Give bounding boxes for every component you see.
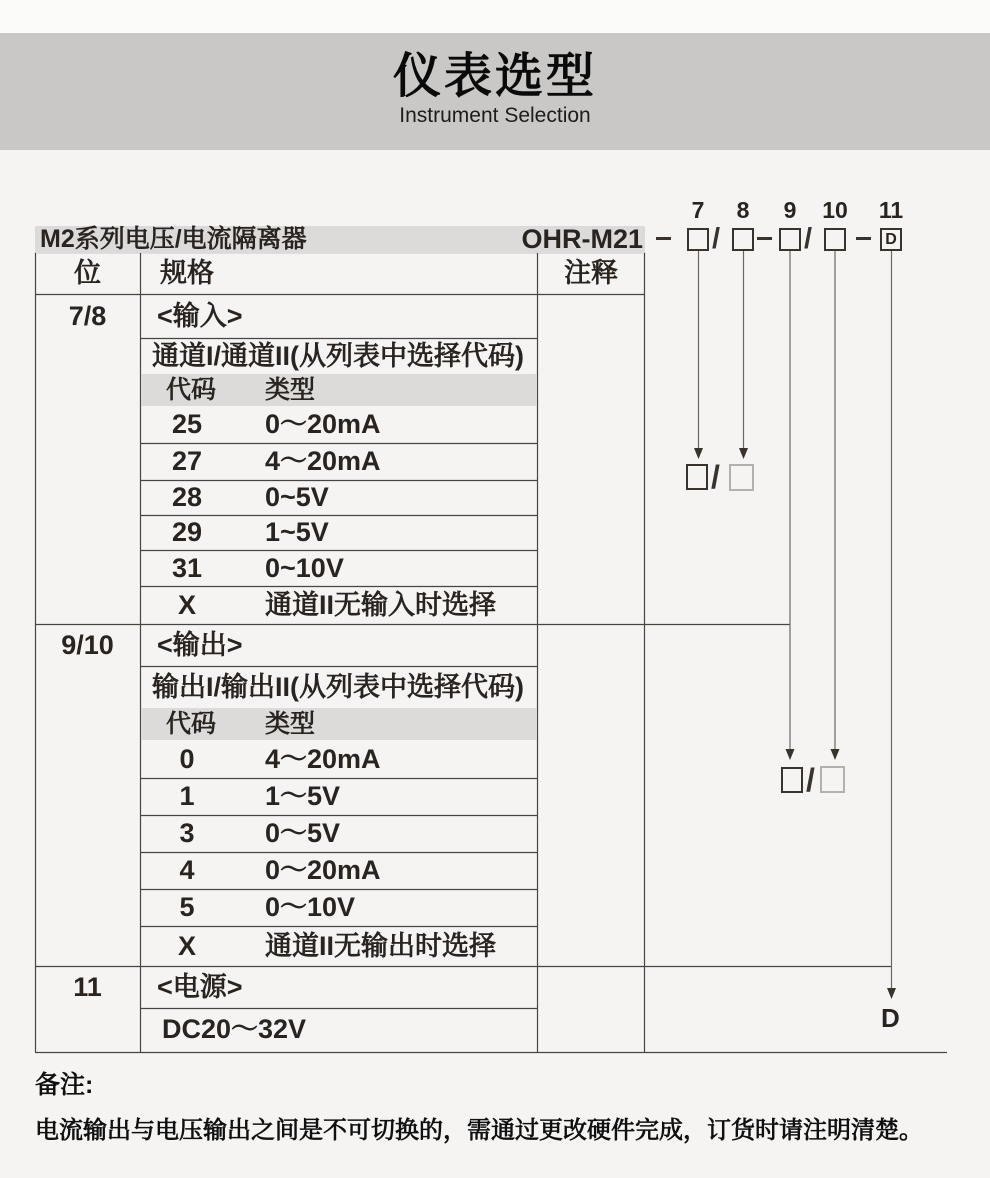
position-number-7: 7 [691,197,705,223]
section-position-7-8: 7/8 [68,301,107,331]
top-strip [0,0,990,33]
type-col-label: 类型 [265,376,316,404]
group-label-input: <输入> [157,301,243,331]
code-box-10 [824,228,846,251]
combined-box-8 [729,464,754,491]
type-value: 0〜5V [265,818,341,848]
type-col-label: 类型 [265,710,316,738]
position-number-11: 11 [878,197,904,223]
code-value: X [177,931,196,961]
combined-slash-9-10: / [806,762,815,798]
code-value: 28 [171,482,203,512]
code-slash: / [712,223,721,255]
series-title: M2系列电压/电流隔离器 [40,225,307,253]
col-header-position: 位 [74,258,101,288]
code-box-7 [687,228,709,251]
group-label-power: <电源> [157,972,243,1002]
code-col-label: 代码 [166,710,217,738]
power-code-d-label: D [881,1003,900,1033]
type-value: 1〜5V [265,781,341,811]
position-number-9: 9 [783,197,797,223]
code-value: 25 [171,409,203,439]
code-box-11-fixed: D [880,228,902,251]
type-value: 通道II无输出时选择 [265,931,497,961]
code-value: 29 [171,517,203,547]
type-value: 1~5V [265,517,329,547]
power-supply-value: DC20〜32V [162,1014,307,1044]
remarks-text: 电流输出与电压输出之间是不可切换的，需通过更改硬件完成，订货时请注明清楚。 [35,1117,923,1144]
channel-subtitle-input: 通道I/通道II(从列表中选择代码) [152,341,524,371]
type-value: 0〜20mA [265,855,381,885]
code-value: 4 [179,855,195,885]
code-value: 27 [171,446,203,476]
position-number-8: 8 [736,197,750,223]
combined-box-9 [781,767,803,793]
page-subtitle: Instrument Selection [399,104,591,127]
code-value: 3 [179,818,195,848]
type-value: 0~5V [265,482,329,512]
code-value: 5 [179,892,195,922]
dash-separator [856,237,871,240]
type-value: 4〜20mA [265,744,381,774]
page-title: 仪表选型 [392,50,597,103]
remarks-label: 备注: [35,1071,94,1099]
type-value: 通道II无输入时选择 [265,590,497,620]
code-value: 1 [179,781,195,811]
model-prefix: OHR-M21 [521,224,643,254]
type-value: 0〜10V [265,892,356,922]
section-position-11: 11 [73,972,102,1002]
col-header-spec: 规格 [160,258,214,288]
type-value: 4〜20mA [265,446,381,476]
code-value: 31 [171,553,203,583]
code-box-9 [779,228,801,251]
type-value: 0~10V [265,553,344,583]
dash-separator [757,237,772,240]
combined-box-7 [686,464,708,490]
group-label-output: <输出> [157,630,243,660]
code-value: X [177,590,196,620]
position-number-10: 10 [822,197,848,223]
code-value: 0 [179,744,195,774]
section-position-9-10: 9/10 [61,630,114,660]
code-slash: / [804,223,813,255]
type-value: 0〜20mA [265,409,381,439]
channel-subtitle-output: 输出I/输出II(从列表中选择代码) [152,672,524,702]
dash-separator [656,237,671,240]
col-header-note: 注释 [564,258,618,288]
code-box-8 [732,228,754,251]
combined-slash-7-8: / [711,459,720,495]
combined-box-10 [820,766,845,793]
code-col-label: 代码 [166,376,217,404]
